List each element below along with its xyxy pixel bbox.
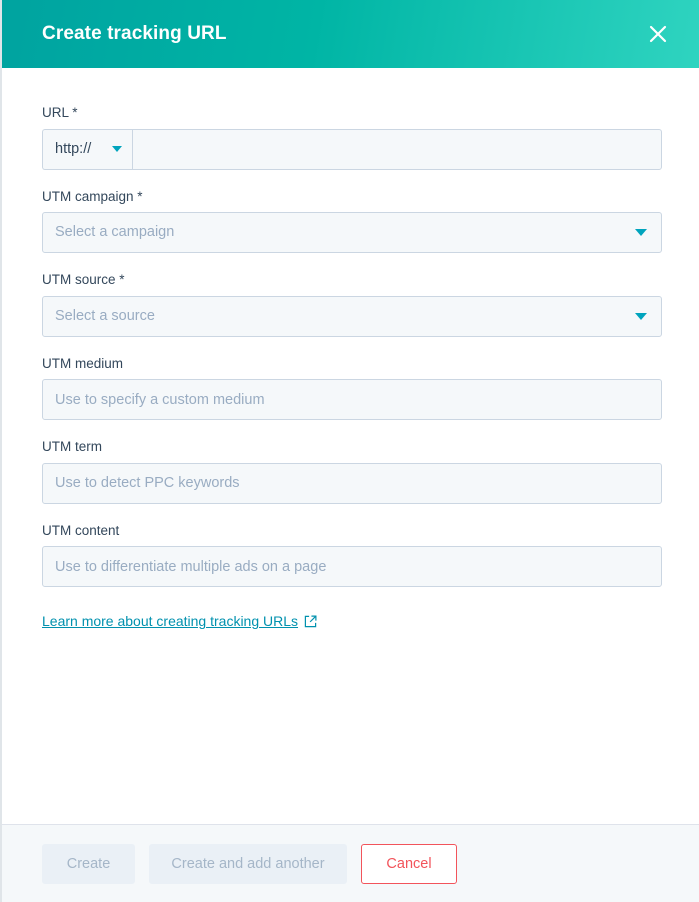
- utm-term-input[interactable]: [42, 463, 662, 504]
- url-input[interactable]: [132, 129, 662, 170]
- protocol-select[interactable]: [42, 129, 132, 170]
- protocol-value: http://: [55, 141, 92, 158]
- utm-campaign-value: Select a campaign: [55, 224, 175, 241]
- utm-campaign-label: UTM campaign *: [42, 188, 143, 204]
- utm-content-label: UTM content: [42, 522, 120, 538]
- url-label: URL *: [42, 105, 78, 120]
- utm-content-input[interactable]: [42, 546, 662, 587]
- page-title: Create tracking URL: [42, 23, 227, 44]
- field-utm-medium: [42, 355, 661, 421]
- modal-header: [2, 0, 699, 68]
- field-utm-campaign: [42, 188, 661, 254]
- external-link-icon: [304, 615, 317, 628]
- utm-source-label: UTM source *: [42, 272, 125, 288]
- url-row: [42, 129, 662, 170]
- field-utm-source: [42, 271, 661, 337]
- modal-body: [2, 68, 699, 824]
- chevron-down-icon: [635, 229, 647, 236]
- utm-source-select[interactable]: [42, 296, 662, 337]
- utm-term-label: UTM term: [42, 439, 102, 455]
- chevron-down-icon: [635, 313, 647, 320]
- create-button[interactable]: Create: [42, 844, 135, 884]
- field-utm-term: [42, 438, 661, 504]
- field-url: [42, 104, 661, 170]
- close-icon: [648, 24, 668, 44]
- chevron-down-icon: [112, 146, 122, 152]
- utm-source-value: Select a source: [55, 307, 155, 324]
- utm-medium-input[interactable]: [42, 379, 662, 420]
- learn-more-link[interactable]: [42, 613, 317, 629]
- close-button[interactable]: [641, 17, 675, 51]
- utm-campaign-select[interactable]: [42, 212, 662, 253]
- cancel-button[interactable]: Cancel: [361, 844, 457, 884]
- modal-footer: [2, 824, 699, 902]
- learn-more-label: Learn more about creating tracking URLs: [42, 613, 299, 630]
- field-utm-content: [42, 522, 661, 588]
- create-and-add-another-button[interactable]: Create and add another: [149, 844, 347, 884]
- utm-medium-label: UTM medium: [42, 355, 124, 371]
